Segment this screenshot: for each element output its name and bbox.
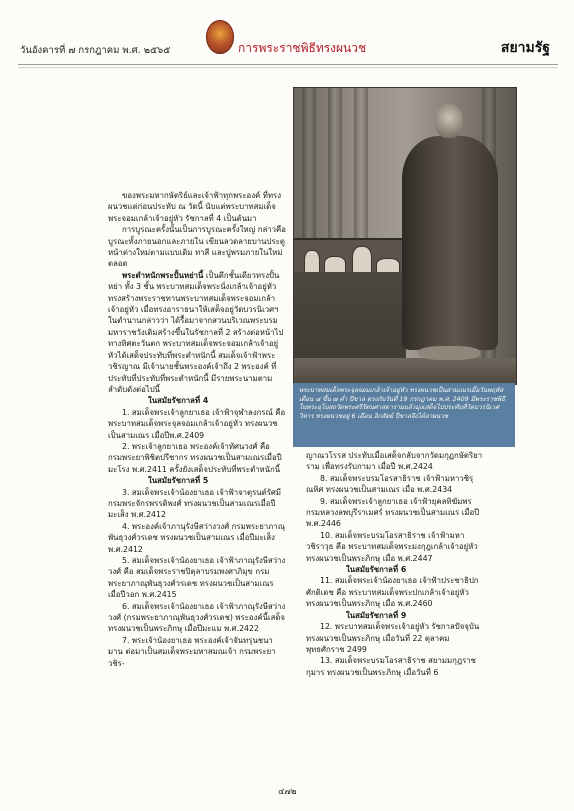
list-item: 5. สมเด็จพระเจ้าน้องยาเธอ เจ้าฟ้าภาณุรังษีสว่างวงศ์ คือ สมเด็จพระราชปิตุลาบรมพงศาภิมุข กรมพระยาภาณุพันธุวงศ์วรเดช ทรงผนวชเป็นสามเณร เมื่อปีวอก พ.ศ.2415 <box>108 556 286 600</box>
list-item: 10. สมเด็จพระบรมโอรสาธิราช เจ้าฟ้ามหาวชิราวุธ คือ พระบาทสมเด็จพระมงกุฎเกล้าเจ้าอยู่หัว ทรงผนวชเป็นพระภิกษุ เมื่อ พ.ศ.2447 <box>306 530 478 563</box>
list-item: 4. พระองค์เจ้าภานุรังษีสว่างวงศ์ กรมพระยาภาณุพันธุวงศ์วรเดช ทรงผนวชเป็นสามเณร เมื่อปีมะเส็ง พ.ศ.2412 <box>108 521 285 554</box>
novice-head <box>435 104 463 138</box>
list-item: 3. สมเด็จพระเจ้าน้องยาเธอ เจ้าฟ้าจาตุรนต์รัศมี กรมพระจักรพรรดิพงศ์ ทรงผนวชเป็นสามเณรเมื่อปีมะเส็ง พ.ศ.2412 <box>108 487 281 520</box>
list-item: 12. พระบาทสมเด็จพระเจ้าอยู่หัว รัชกาลปัจจุบัน ทรงผนวชเป็นพระภิกษุ เมื่อวันที่ 22 ตุลาคม พุทธศักราช 2499 <box>306 622 480 654</box>
list-item: 9. สมเด็จพระเจ้าลูกยาเธอ เจ้าฟ้ายุคลทิฆัมพร กรมหลวงลพบุรีราเมศร์ ทรงผนวชเป็นสามเณร เมื่อปี พ.ศ.2446 <box>306 496 480 529</box>
altar-vessel <box>304 250 320 274</box>
reign-heading: ในสมัยรัชกาลที่ 6 <box>346 565 407 575</box>
list-item: 11. สมเด็จพระเจ้าน้องยาเธอ เจ้าฟ้าประชาธิปกศักดิเดช คือ พระบาทสมเด็จพระปกเกล้าเจ้าอยู่หัว ทรงผนวชเป็นพระภิกษุ เมื่อ พ.ศ.2460 <box>306 576 479 609</box>
list-item: 1. สมเด็จพระเจ้าลูกยาเธอ เจ้าฟ้าจุฬาลงกรณ์ คือ พระบาทสมเด็จพระจุลจอมเกล้าเจ้าอยู่หัว ทรงผนวชเป็นสามเณร เมื่อปีพ.ศ.2409 <box>108 407 286 440</box>
altar-table <box>294 238 406 274</box>
paragraph-body: เป็นตึกชั้นเดียวทรงปั้นหย่า ทั้ง 3 ชั้น พระบาทสมเด็จพระนั่งเกล้าเจ้าอยู่หัวทรงสร้างพระราชทานพระบาทสมเด็จพระจอมเกล้าเจ้าอยู่หัว เมื่อทรงอาราธนาให้เสด็จอยู่วัดบวรนิเวศฯ ในตำนานกล่าวว่า ได้รื้อมาจากสวนบริเวณพระบรมมหาราชวังเดิมสร้างขึ้นในรัชกาลที่ 2 สร้างต่อหน้าไปทางทิศตะวันตก พระบาทสมเด็จพระจอมเกล้าเจ้าอยู่หัวได้เสด็จประทับที่พระตำหนักนี้ สมเด็จเจ้าฟ้าพระวชิรญาณ มีเจ้านายชั้นพระองค์เจ้าถึง 2 พระองค์ ที่ประทับที่ประทับที่พระตำหนักนี้ มีรายพระนามตามลำดับดังต่อไปนี้ <box>108 270 284 394</box>
paragraph <box>108 270 286 395</box>
royal-emblem-icon <box>206 20 234 54</box>
paragraph-lead: พระตำหนักพระปั้นหย่านี้ <box>122 270 204 280</box>
reign-heading: ในสมัยรัชกาลที่ 5 <box>148 476 209 486</box>
novice-figure <box>402 136 498 350</box>
list-item: 7. พระเจ้าน้องยาเธอ พระองค์เจ้าจันทรุนชนามาน ต่อมาเป็นสมเด็จพระมหาสมณเจ้า กรมพระยาวชิร- <box>108 635 276 668</box>
paragraph: ญาณวโรรส ประทับเมื่อเสด็จกลับจากวัดมกุฏกษัตริยาราม เพื่อทรงรับกามา เมื่อปี พ.ศ.2424 <box>306 451 483 472</box>
paragraph: การบูรณะครั้งนั้นเป็นการบูรณะครั้งใหญ่ กล่าวคือบูรณะทั้งภายนอกและภายใน เขียนลวดลายบานประตูหน้าต่างใหม่ตามแบบเดิม ทาสี และปูพรมภายในใหม่ตลอด <box>108 225 286 269</box>
list-item: 8. สมเด็จพระบรมโอรสาธิราช เจ้าฟ้ามหาวชิรุณหิศ ทรงผนวชเป็นสามเณร เมื่อ พ.ศ.2434 <box>306 473 474 495</box>
reign-heading: ในสมัยรัชกาลที่ 4 <box>148 396 209 406</box>
reign-heading: ในสมัยรัชกาลที่ 9 <box>346 610 407 620</box>
list-item: 2. พระเจ้าลูกยาเธอ พระองค์เจ้าทัศนวงศ์ คือ กรมพระยาพิชิตปรีชากร ทรงผนวชเป็นสามเณรเมื่อปีมะโรง พ.ศ.2411 ครั้งยังเสด็จประทับที่พระตำหนักนี้ <box>108 441 282 474</box>
list-item: 13. สมเด็จพระบรมโอรสาธิราช สยามมกุฎราชกุมาร ทรงผนวชเป็นพระภิกษุ เมื่อวันที่ 6 <box>306 656 476 677</box>
novice-feet <box>418 346 480 360</box>
page-number: ๔๗๒ <box>278 787 297 797</box>
photo-caption: พระบาทสมเด็จพระจุลจอมเกล้าเจ้าอยู่หัว ทรงผนวชเป็นสามเณรเมื่อวันพฤหัส เดือน ๘ ขึ้น ๗ ค่ำ ปีขาล ตรงกับวันที่ 19 กรกฎาคม พ.ศ. 2409 มีพระราชพิธีในพระอุโบสถวัดพระศรีรัตนศาสดารามแล้วมุ่งเสด็จไปประทับที่วัดบวรนิเวศวิหาร ทรงผนวชอยู่ 6 เดือน ลิกสัตย์ ปีขาลจึงได้ลาผนวช <box>293 383 515 447</box>
header-divider <box>18 64 558 65</box>
historic-photo <box>293 87 517 385</box>
issue-date: วันอังคารที่ ๗ กรกฎาคม พ.ศ. ๒๕๖๕ <box>20 45 171 56</box>
altar-vessel <box>352 246 372 274</box>
newspaper-logo: สยามรัฐ <box>500 40 550 56</box>
text-column-right <box>306 450 484 774</box>
photo-floor <box>294 358 516 384</box>
text-column-left <box>108 190 286 774</box>
paragraph: ของพระมหากษัตริย์และเจ้าฟ้าทุกพระองค์ ที่ทรงผนวชแต่ก่อนประทับ ณ วัดนี้ นับแต่พระบาทสมเด็จพระจอมเกล้าเจ้าอยู่หัว รัชกาลที่ 4 เป็นต้นมา <box>108 191 282 223</box>
section-title: การพระราชพิธีทรงผนวช <box>238 41 367 55</box>
page-header <box>0 8 574 70</box>
header-divider-secondary <box>18 67 558 68</box>
list-item: 6. สมเด็จพระเจ้าน้องยาเธอ เจ้าฟ้าภาณุรังษีสว่างวงศ์ (กรมพระยาภาณุพันธุวงศ์วรเดช) พระองค์นี้เสด็จทรงผนวชเป็นพระภิกษุ เมื่อปีมะแม พ.ศ.2422 <box>108 601 286 634</box>
